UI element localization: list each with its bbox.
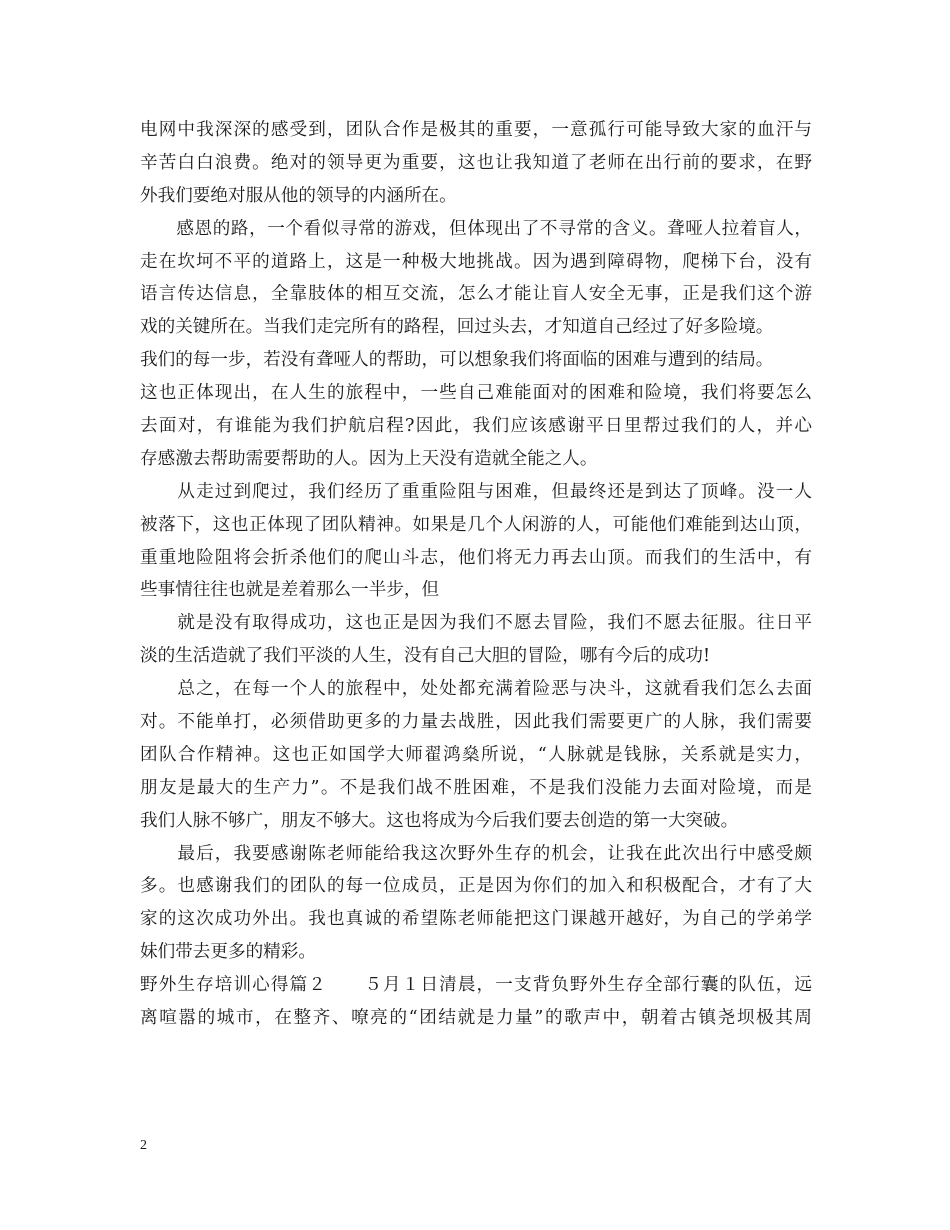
text-line: 我们人脉不够广，朋友不够大。这也将成为今后我们要去创造的第一大突破。 [140,810,739,831]
text-line: 多。也感谢我们的团队的每一位成员，正是因为你们的加入和积极配合，才有了大 [140,876,812,897]
document-body [140,114,812,1035]
text-line: 就是没有取得成功，这也正是因为我们不愿去冒险，我们不愿去征服。往日平 [140,613,812,634]
text-line: 去面对，有谁能为我们护航启程?因此，我们应该感谢平日里帮过我们的人，并心 [140,416,812,437]
text-line: 野外生存培训心得篇２ ５月１日清晨，一支背负野外生存全部行囊的队伍，远 [140,975,812,996]
text-line: 这也正体现出，在人生的旅程中，一些自己难能面对的困难和险境，我们将要怎么 [140,383,812,404]
text-line: 妹们带去更多的精彩。 [140,942,316,963]
text-line: 戏的关键所在。当我们走完所有的路程，回过头去，才知道自己经过了好多险境。 [140,317,774,338]
text-line: 离喧嚣的城市，在整齐、嘹亮的“团结就是力量”的歌声中，朝着古镇尧坝极其周 [140,1008,812,1029]
text-line: 被落下，这也正体现了团队精神。如果是几个人闲游的人，可能他们难能到达山顶， [140,514,812,535]
text-line: 总之，在每一个人的旅程中，处处都充满着险恶与决斗，这就看我们怎么去面 [140,679,812,700]
text-line: 我们的每一步，若没有聋哑人的帮助，可以想象我们将面临的困难与遭到的结局。 [140,350,774,371]
text-line: 外我们要绝对服从他的领导的内涵所在。 [140,185,457,206]
page-number: 2 [140,1138,147,1153]
text-line: 感恩的路，一个看似寻常的游戏，但体现出了不寻常的含义。聋哑人拉着盲人， [140,218,812,239]
text-line: 朋友是最大的生产力”。不是我们战不胜困难，不是我们没能力去面对险境，而是 [140,777,812,798]
text-line: 对。不能单打，必须借助更多的力量去战胜，因此我们需要更广的人脉，我们需要 [140,712,812,733]
text-line: 从走过到爬过，我们经历了重重险阻与困难，但最终还是到达了顶峰。没一人 [140,481,812,502]
text-line: 走在坎坷不平的道路上，这是一种极大地挑战。因为遇到障碍物，爬梯下台，没有 [140,251,812,272]
text-line: 电网中我深深的感受到，团队合作是极其的重要，一意孤行可能导致大家的血汗与 [140,120,812,140]
text-line: 团队合作精神。这也正如国学大师翟鸿燊所说，“人脉就是钱脉，关系就是实力， [140,744,812,765]
text-line: 些事情往往也就是差着那么一半步，但 [140,580,440,601]
text-line: 淡的生活造就了我们平淡的人生，没有自己大胆的冒险，哪有今后的成功! [140,646,711,667]
text-line: 辛苦白白浪费。绝对的领导更为重要，这也让我知道了老师在出行前的要求，在野 [140,152,812,173]
text-line: 存感激去帮助需要帮助的人。因为上天没有造就全能之人。 [140,448,598,469]
text-line: 最后，我要感谢陈老师能给我这次野外生存的机会，让我在此次出行中感受颇 [140,843,812,864]
text-line: 语言传达信息，全靠肢体的相互交流，怎么才能让盲人安全无事，正是我们这个游 [140,284,812,305]
text-line: 重重地险阻将会折杀他们的爬山斗志，他们将无力再去山顶。而我们的生活中，有 [140,547,812,568]
text-line: 家的这次成功外出。我也真诚的希望陈老师能把这门课越开越好，为自己的学弟学 [140,909,812,930]
